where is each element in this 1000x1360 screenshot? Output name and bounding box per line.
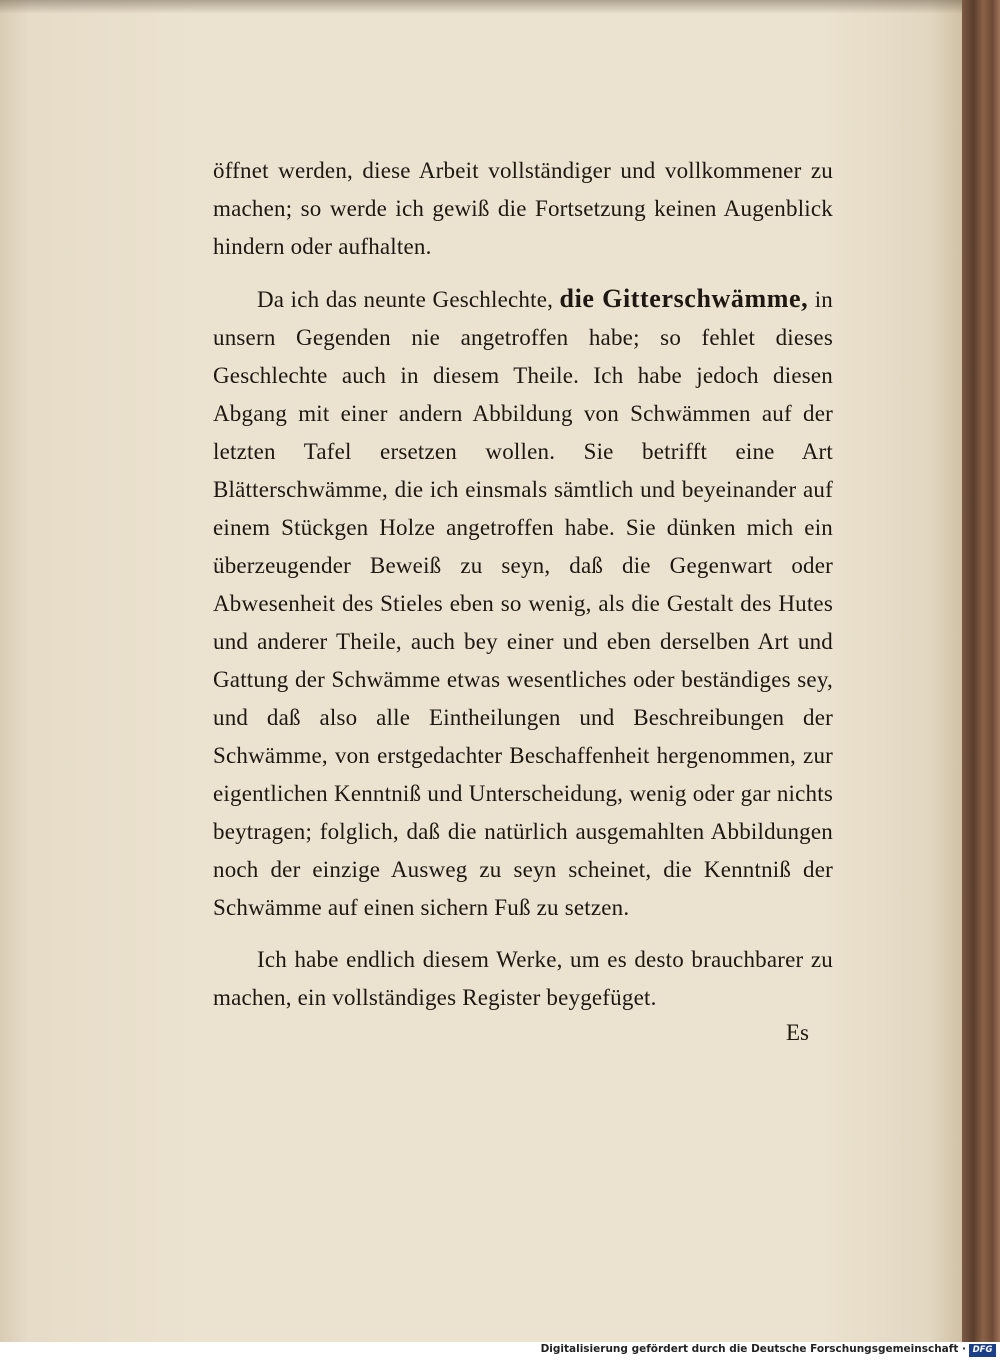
paragraph-2 — [213, 280, 833, 927]
page-top-shadow — [0, 0, 968, 14]
paragraph-2-text-after: in unsern Gegenden nie angetroffen habe; so fehlet dieses Geschlechte auch in diesem Theile. Ich habe jedoch diesen Abgang mit einer andern Abbildung von Schwämmen auf der letzten Tafel ersetzen wollen. Sie betrifft eine Art Blätterschwämme, die ich einsmals sämtlich und beyeinander auf einem Stückgen Holze angetroffen habe. Sie dünken mich ein überzeugender Beweiß zu seyn, daß die Gegenwart oder Abwesenheit des Stieles eben so wenig, als die Gestalt des Hutes und anderer Theile, auch bey einer und eben derselben Art und Gattung der Schwämme etwas wesentliches oder beständiges sey, und daß also alle Eintheilungen und Beschreibungen der Schwämme, von erstgedachter Beschaffenheit hergenommen, zur eigentlichen Kenntniß und Unterscheidung, wenig oder gar nichts beytragen; folglich, daß die natürlich ausgemahlten Abbildungen noch der einzige Ausweg zu seyn scheinet, die Kenntniß der Schwämme auf einen sichern Fuß zu setzen. — [213, 287, 833, 920]
catchword: Es — [786, 1020, 809, 1045]
paragraph-3 — [213, 941, 833, 1017]
paragraph-1 — [213, 152, 833, 266]
paragraph-3-text: Ich habe endlich diesem Werke, um es desto brauchbarer zu machen, ein vollständiges Register beygefüget. — [213, 947, 833, 1010]
paragraph-2-text-before: Da ich das neunte Geschlechte, — [257, 287, 560, 312]
paragraph-1-text: öffnet werden, diese Arbeit vollständiger und vollkommener zu machen; so werde ich gewiß die Fortsetzung keinen Augenblick hindern oder aufhalten. — [213, 158, 833, 259]
footer-credit: Digitalisierung gefördert durch die Deutsche Forschungsgemeinschaft · — [540, 1343, 966, 1355]
dfg-logo-icon: DFG — [969, 1344, 996, 1357]
paragraph-2-emphasis: die Gitterschwämme, — [559, 284, 809, 313]
footer-bar — [0, 1342, 1000, 1360]
body-text — [213, 152, 833, 1017]
book-binding-edge — [962, 0, 1000, 1342]
